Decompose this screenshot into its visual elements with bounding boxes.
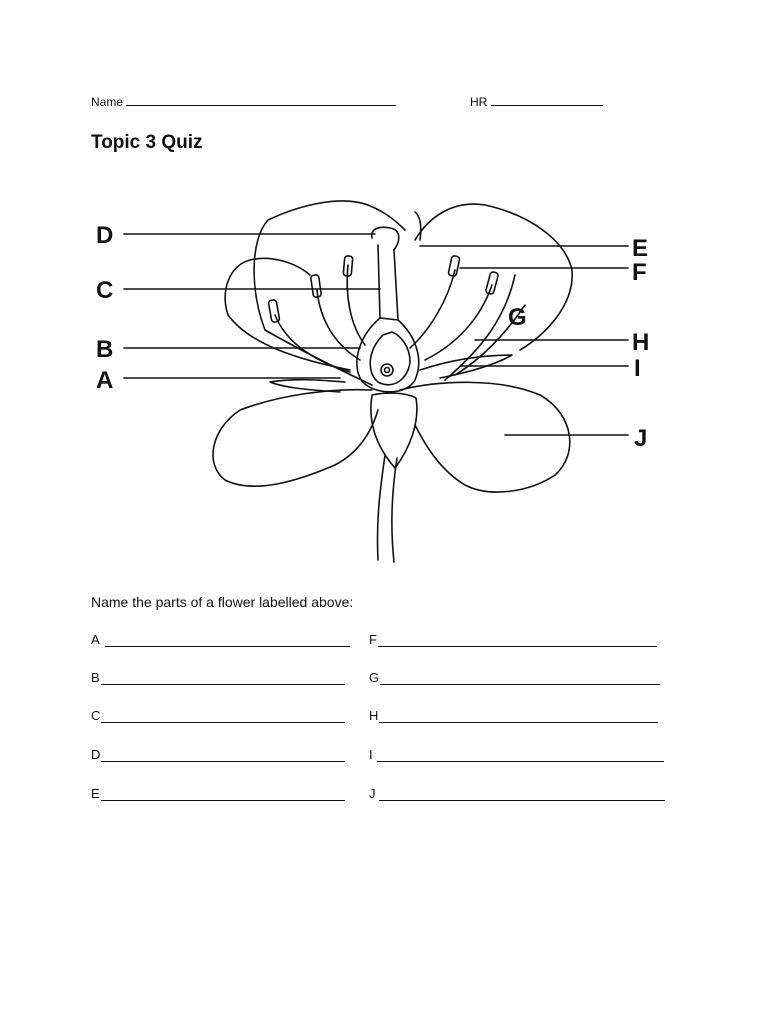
hr-blank[interactable] <box>491 95 603 106</box>
ovary-inner <box>370 332 410 385</box>
label-F: F <box>632 259 647 286</box>
label-C: C <box>96 277 114 304</box>
answer-label-c: C <box>91 708 101 723</box>
label-B: B <box>96 336 114 363</box>
answer-blank-i[interactable] <box>377 750 664 762</box>
label-I: I <box>634 355 641 382</box>
answer-label-f: F <box>369 632 377 647</box>
instructions: Name the parts of a flower labelled above: <box>91 594 354 610</box>
stem-right-edge <box>392 458 397 562</box>
label-A: A <box>96 367 114 394</box>
petal-back-left <box>254 201 405 385</box>
answer-label-e: E <box>91 786 100 801</box>
answer-label-i: I <box>369 747 373 762</box>
answer-row-b[interactable] <box>91 670 345 685</box>
answer-row-a[interactable] <box>91 632 350 647</box>
label-E: E <box>632 235 649 262</box>
answer-blank-e[interactable] <box>101 789 345 801</box>
receptacle <box>371 393 417 468</box>
ovule <box>381 364 393 376</box>
answer-label-h: H <box>369 708 379 723</box>
answer-blank-b[interactable] <box>101 673 345 685</box>
answer-blank-f[interactable] <box>378 635 657 647</box>
answer-row-i[interactable] <box>369 747 664 762</box>
answer-blank-d[interactable] <box>101 750 345 762</box>
hr-label: HR <box>470 95 488 109</box>
stigma <box>372 227 399 250</box>
label-J: J <box>634 425 648 452</box>
answer-blank-c[interactable] <box>101 711 345 723</box>
answer-label-d: D <box>91 747 101 762</box>
answer-row-d[interactable] <box>91 747 345 762</box>
petal-front-left <box>213 390 378 487</box>
label-H: H <box>632 329 650 356</box>
answer-blank-a[interactable] <box>105 635 350 647</box>
page-title: Topic 3 Quiz <box>91 132 203 153</box>
answer-row-h[interactable] <box>369 708 658 723</box>
answer-label-a: A <box>91 632 100 647</box>
answer-blank-h[interactable] <box>379 711 658 723</box>
label-D: D <box>96 222 114 249</box>
answer-row-e[interactable] <box>91 786 345 801</box>
answer-blank-g[interactable] <box>380 673 660 685</box>
petal-mid-left <box>225 258 350 370</box>
label-G: G <box>508 304 527 331</box>
name-label: Name <box>91 95 124 109</box>
answer-row-g[interactable] <box>369 670 660 685</box>
style <box>378 245 398 320</box>
name-field[interactable] <box>91 95 396 109</box>
answer-label-g: G <box>369 670 380 685</box>
answer-row-f[interactable] <box>369 632 657 647</box>
answer-row-c[interactable] <box>91 708 345 723</box>
answer-blank-j[interactable] <box>379 789 665 801</box>
answer-row-j[interactable] <box>369 786 665 801</box>
stem-left-edge <box>377 455 385 560</box>
flower-diagram <box>0 185 768 570</box>
name-blank[interactable] <box>126 95 396 106</box>
answer-label-b: B <box>91 670 100 685</box>
answer-label-j: J <box>369 786 376 801</box>
hr-field[interactable] <box>470 95 603 109</box>
petal-front-right <box>400 382 570 492</box>
